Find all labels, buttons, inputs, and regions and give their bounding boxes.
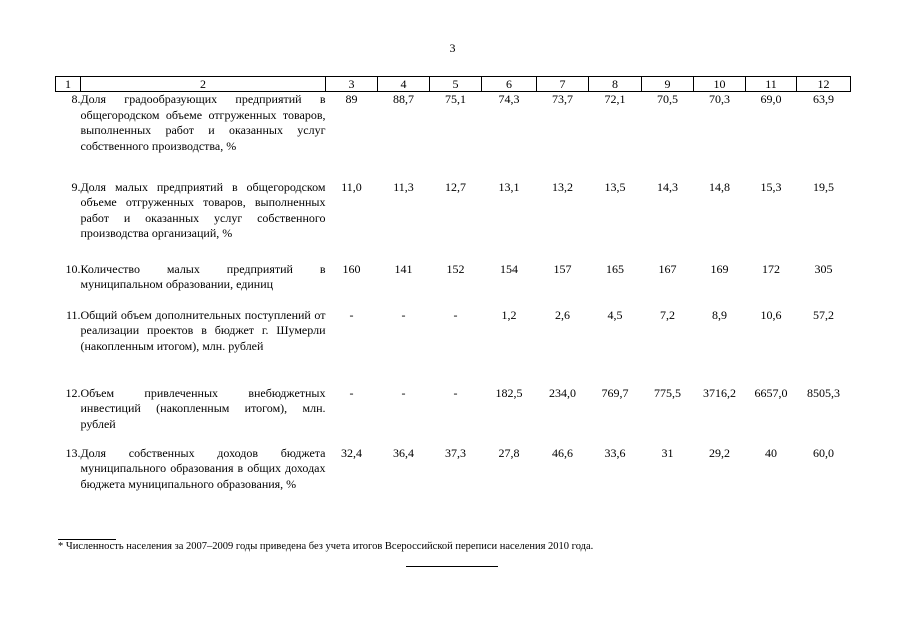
value-cell: 3716,2 xyxy=(703,385,736,400)
value-cell: 70,5 xyxy=(657,92,678,106)
column-header: 10 xyxy=(694,77,746,92)
table-row xyxy=(56,446,851,516)
value-cell: 33,6 xyxy=(604,445,626,460)
value-cell: 14,3 xyxy=(657,179,678,194)
indicators-table xyxy=(55,76,851,516)
column-header: 1 xyxy=(56,77,81,92)
value-cell: 75,1 xyxy=(445,92,466,106)
value-cell: 769,7 xyxy=(601,385,629,400)
table-row xyxy=(56,386,851,446)
row-label: Доля градообразующих предприятий в общегородском объеме отгруженных товаров, выполненных работ и оказанных услуг собственного производства, % xyxy=(80,92,326,153)
value-cell: 4,5 xyxy=(607,307,623,322)
value-cell: - xyxy=(349,307,354,322)
value-cell: 37,3 xyxy=(445,445,466,460)
value-cell: 40 xyxy=(765,445,777,460)
value-cell: 74,3 xyxy=(498,92,520,106)
value-cell: 31 xyxy=(661,445,674,460)
value-cell: - xyxy=(349,385,354,400)
value-cell: 15,3 xyxy=(760,179,782,194)
value-cell: 32,4 xyxy=(341,445,362,460)
value-cell: 152 xyxy=(446,261,465,276)
row-number: 12. xyxy=(65,385,81,400)
row-number: 8. xyxy=(71,92,81,106)
value-cell: 29,2 xyxy=(709,445,730,460)
column-header: 5 xyxy=(430,77,482,92)
value-cell: 141 xyxy=(394,261,413,276)
end-divider xyxy=(406,566,498,567)
value-cell: - xyxy=(453,385,458,400)
value-cell: 14,8 xyxy=(709,179,730,194)
table-row xyxy=(56,262,851,308)
value-cell: 6657,0 xyxy=(754,385,788,400)
value-cell: 57,2 xyxy=(813,307,834,322)
column-header: 11 xyxy=(746,77,797,92)
value-cell: 10,6 xyxy=(760,307,782,322)
column-header: 2 xyxy=(81,77,326,92)
value-cell: - xyxy=(401,385,406,400)
value-cell: 167 xyxy=(658,261,677,276)
column-header: 12 xyxy=(797,77,851,92)
value-cell: 305 xyxy=(814,261,833,276)
row-label: Доля малых предприятий в общегородском объеме отгруженных товаров, выполненных работ и оказанных услуг собственного производства организаций, % xyxy=(80,179,326,240)
value-cell: 69,0 xyxy=(760,92,782,106)
value-cell: 13,5 xyxy=(604,179,626,194)
value-cell: 60,0 xyxy=(813,445,834,460)
footnote: * Численность населения за 2007–2009 годы приведена без учета итогов Всероссийской переписи населения 2010 года. xyxy=(58,541,594,552)
value-cell: 775,5 xyxy=(654,385,681,400)
value-cell: - xyxy=(401,307,406,322)
value-cell: 169 xyxy=(710,261,729,276)
row-number: 13. xyxy=(65,445,81,460)
table-row xyxy=(56,308,851,386)
value-cell: 73,7 xyxy=(552,92,573,106)
value-cell: 172 xyxy=(762,261,780,276)
value-cell: 157 xyxy=(553,261,572,276)
value-cell: 8505,3 xyxy=(807,385,840,400)
page-number: 3 xyxy=(449,41,456,55)
value-cell: 13,2 xyxy=(552,179,573,194)
value-cell: 72,1 xyxy=(604,92,626,106)
value-cell: 46,6 xyxy=(552,445,573,460)
table-body xyxy=(56,92,851,516)
column-header: 4 xyxy=(378,77,430,92)
value-cell: 11,3 xyxy=(393,179,414,194)
value-cell: 234,0 xyxy=(549,385,576,400)
value-cell: 36,4 xyxy=(393,445,414,460)
column-header: 8 xyxy=(589,77,642,92)
value-cell: 88,7 xyxy=(393,92,414,106)
table-header-row xyxy=(56,77,851,92)
value-cell: 154 xyxy=(500,261,518,276)
column-header: 6 xyxy=(482,77,537,92)
value-cell: 63,9 xyxy=(813,92,834,106)
row-number: 9. xyxy=(71,179,81,194)
value-cell: 19,5 xyxy=(813,179,834,194)
value-cell: 160 xyxy=(342,261,361,276)
row-number: 11. xyxy=(65,307,81,322)
column-header: 7 xyxy=(537,77,589,92)
table-row xyxy=(56,180,851,262)
value-cell: 7,2 xyxy=(660,307,675,322)
value-cell: 12,7 xyxy=(445,179,466,194)
row-label: Объем привлеченных внебюджетных инвестиций (накопленным итогом), млн. рублей xyxy=(80,385,326,431)
value-cell: 27,8 xyxy=(498,445,520,460)
row-number: 10. xyxy=(65,261,81,276)
column-header: 9 xyxy=(642,77,694,92)
value-cell: 2,6 xyxy=(555,307,570,322)
row-label: Количество малых предприятий в муниципальном образовании, единиц xyxy=(80,261,326,291)
footnote-divider xyxy=(58,539,116,540)
value-cell: 182,5 xyxy=(495,385,523,400)
value-cell: 165 xyxy=(606,261,624,276)
value-cell: 13,1 xyxy=(498,179,520,194)
value-cell: 8,9 xyxy=(712,307,727,322)
value-cell: 11,0 xyxy=(341,179,362,194)
value-cell: 89 xyxy=(345,92,358,106)
column-header: 3 xyxy=(326,77,378,92)
value-cell: - xyxy=(453,307,458,322)
table-row xyxy=(56,92,851,180)
value-cell: 70,3 xyxy=(709,92,730,106)
row-label: Общий объем дополнительных поступлений от реализации проектов в бюджет г. Шумерли (накопленным итогом), млн. рублей xyxy=(80,307,326,353)
row-label: Доля собственных доходов бюджета муниципального образования в общих доходах бюджета муниципального образования, % xyxy=(80,445,326,491)
value-cell: 1,2 xyxy=(501,307,517,322)
